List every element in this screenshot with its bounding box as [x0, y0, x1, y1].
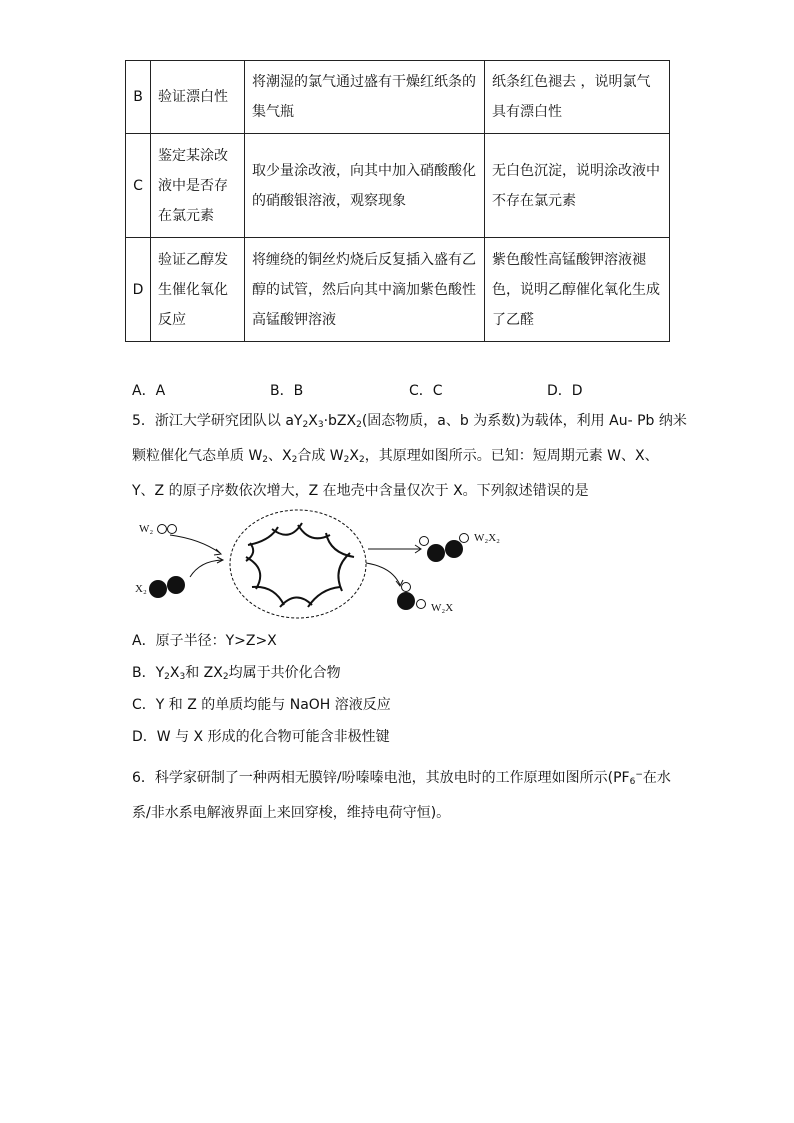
experiment-conclusion: 紫色酸性高锰酸钾溶液褪色，说明乙醇催化氧化生成了乙醛: [485, 238, 670, 342]
arrow-icon: [366, 563, 400, 585]
experiment-operation: 取少量涂改液，向其中加入硝酸酸化的硝酸银溶液，观察现象: [245, 134, 485, 238]
option-letter: D: [126, 238, 151, 342]
w-atom-icon: [420, 537, 429, 546]
w-atom-icon: [460, 534, 469, 543]
question6-line: 系/非水系电解液界面上来回穿梭，维持电荷守恒)。: [132, 805, 451, 821]
option-letter: B: [126, 61, 151, 134]
w-atom-icon: [168, 525, 177, 534]
question5-option-a[interactable]: A．原子半径：Y>Z>X: [132, 633, 277, 649]
question5-option-d[interactable]: D．W 与 X 形成的化合物可能含非极性键: [132, 729, 390, 745]
w2x-label: W₂X: [431, 602, 454, 614]
experiment-purpose: 验证漂白性: [151, 61, 245, 134]
table-row: [126, 61, 670, 134]
experiment-conclusion: 无白色沉淀，说明涂改液中不存在氯元素: [485, 134, 670, 238]
experiment-conclusion: 纸条红色褪去 ，说明氯气具有漂白性: [485, 61, 670, 134]
table-row: [126, 238, 670, 342]
experiment-purpose: 鉴定某涂改液中是否存在氯元素: [151, 134, 245, 238]
question5-line: 颗粒催化气态单质 $W_2$、$X_2$合成 $W_2X_2$，其原理如图所示。已知：短周期元素 W、X、: [132, 448, 659, 465]
w2x2-label: W₂X₂: [474, 532, 500, 544]
x-atom-icon: [445, 540, 463, 558]
experiment-table: [125, 60, 670, 342]
w-atom-icon: [158, 525, 167, 534]
x-atom-icon: [167, 576, 185, 594]
question6-line: 6．科学家研制了一种两相无膜锌/吩嗪嗪电池，其放电时的工作原理如图所示($PF_6^-$在水: [132, 770, 671, 787]
w-atom-icon: [402, 583, 411, 592]
x-atom-icon: [149, 580, 167, 598]
question5-stem: [132, 406, 687, 507]
table-row: [126, 134, 670, 238]
catalysis-diagram: [130, 505, 530, 623]
experiment-operation: 将缠绕的铜丝灼烧后反复插入盛有乙醇的试管，然后向其中滴加紫色酸性高锰酸钾溶液: [245, 238, 485, 342]
question5-option-c[interactable]: C．Y 和 Z 的单质均能与 NaOH 溶液反应: [132, 697, 391, 713]
question5-line: 5．浙江大学研究团队以 $aY_2X_3\cdot bZX_2$(固态物质，a、b 为系数)为载体，利用 Au- Pb 纳米: [132, 413, 687, 430]
x-atom-icon: [397, 592, 415, 610]
option-d[interactable]: D．D: [547, 383, 583, 399]
experiment-purpose: 验证乙醇发生催化氧化反应: [151, 238, 245, 342]
question6-stem: [132, 760, 672, 829]
w2-label: W₂: [139, 523, 154, 535]
catalyst-surface-icon: [246, 523, 354, 607]
question5-line: Y、Z 的原子序数依次增大，Z 在地壳中含量仅次于 X。下列叙述错误的是: [132, 483, 589, 499]
experiment-operation: 将潮湿的氯气通过盛有干燥红纸条的集气瓶: [245, 61, 485, 134]
w-atom-icon: [417, 600, 426, 609]
option-b[interactable]: B．B: [270, 383, 304, 399]
option-c[interactable]: C．C: [409, 383, 443, 399]
x2-label: X₂: [135, 583, 147, 595]
option-a[interactable]: A．A: [132, 383, 166, 399]
option-letter: C: [126, 134, 151, 238]
arrow-icon: [170, 535, 220, 553]
question5-option-b[interactable]: B．$Y_2X_3$和 $ZX_2$均属于共价化合物: [132, 665, 341, 682]
x-atom-icon: [427, 544, 445, 562]
